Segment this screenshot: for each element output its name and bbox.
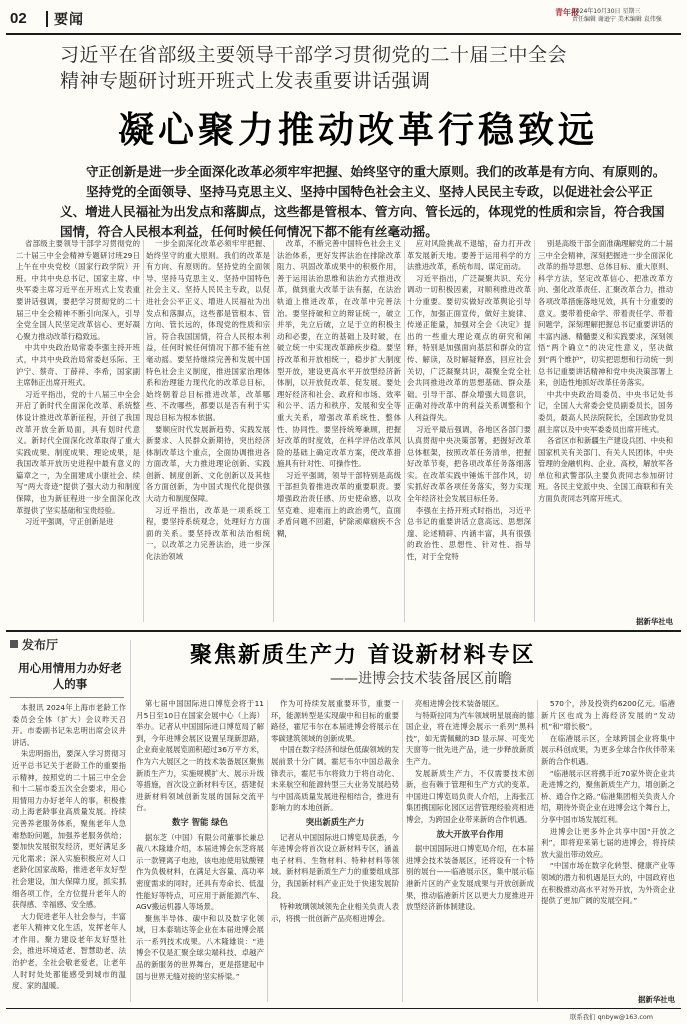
section-rule (6, 630, 681, 632)
expo-column-4 (541, 698, 675, 990)
body-paragraph: 与特斯拉同为汽车领域明星展商的德国企业，将在进博会展示一系列“黑科技”，如无需佩戴的3D 显示屏、可变光天窗等一批先进产品，进一步释放新质生产力。 (406, 710, 534, 766)
column-divider (402, 700, 403, 1002)
body-paragraph: 改革，不断完善中国特色社会主义法治体系，更好发挥法治在排除改革阻力、巩固改革成果中的积极作用，善于运用法治思维和法治方式推进改革，做到重大改革于法有据，在法治轨道上推进改革，在改革中完善法治。要坚持破和立的辩证统一，破立并举，先立后破，立足于立的积极主动和必要，在立的基础上及时破，在破立统一中实现改革蹄疾步稳。要坚持改革和开放相统一，稳步扩大制度型开放，建设更高水平开放型经济新体制，以开放促改革、促发展。要处理好经济和社会、政府和市场、效率和公平、活力和秩序、发展和安全等重大关系，增强改革系统性、整体性、协同性。要坚持统筹兼顾，把握好改革的时度效，在科学评估改革风险的基础上确定改革方案，使改革措施具有针对性、可操作性。 (277, 239, 401, 469)
body-paragraph: 应对风险挑战不退缩，奋力打开改革发展新天地。要善于运用科学的方法推进改革，系统布局、谋定而动。 (407, 239, 531, 272)
body-paragraph: 朱忠明指出，要深入学习贯彻习近平总书记关于老龄工作的重要指示精神，按照党的二十届三中全会和十二届市委五次全会要求，用心用情用力办好老年人的事，积极推动上海老龄事业高质量发展。持续完善养老服务体系，聚焦老年人急难愁盼问题，加强养老服务供给；要加快发展银发经济，更好满足多元化需求；深入实施积极应对人口老龄化国家战略，推进老年友好型社会建设，加大保障力度，抓实抓细各项工作，全方位提升老年人的获得感、幸福感、安全感。 (12, 749, 126, 910)
lead-column-2 (146, 238, 270, 626)
page-number: 02 (10, 10, 27, 27)
column-subhead: 数字 智能 绿色 (171, 816, 229, 827)
lead-headline: 凝心聚力推动改革行稳致远 (118, 109, 599, 151)
body-paragraph: 中国在数字经济和绿色低碳领域的发展前景十分广阔。霍尼韦尔中国总裁余锋表示，霍尼韦尔将致力于将自动化、未来航空和能源转型三大业务发展趋势与中国高质量发展进程相结合，推进有影响力的本地创新。 (271, 745, 399, 813)
body-paragraph: 一步全面深化改革必须牢牢把握、始终坚守的重大原则。我们的改革是有方向、有原则的。坚持党的全面领导、坚持马克思主义、坚持中国特色社会主义、坚持人民民主专政，以促进社会公平正义、增进人民福祉为出发点和落脚点，这些都是管根本、管方向、管长远的，体现党的性质和宗旨，符合我国国情，符合人民根本利益，任何时候任何情况下都不能有丝毫动摇。要坚持继续完善和发展中国特色社会主义制度，推进国家治理体系和治理能力现代化的改革总目标，始终朝着总目标推进改革，改革哪些、不改哪些，都要以是否有利于实现总目标为根本依据。 (146, 239, 270, 422)
release-label-text: 发布厅 (22, 638, 59, 652)
column-divider (143, 240, 144, 622)
column-subhead: 突出新质生产力 (305, 816, 365, 827)
expo-column-3 (406, 698, 534, 1004)
column-divider (267, 700, 268, 1002)
lead-summary (60, 162, 676, 242)
body-paragraph: 亮相进博会技术装备展区。 (414, 699, 504, 708)
body-paragraph: 习近平指出，党的十八届三中全会开启了新时代全面深化改革、系统整体设计推进改革新征程，开创了我国改革开放全新局面，具有划时代意义。新时代全面深化改革取得了重大实践成果、制度成果、理论成果，是我国改革开放历史进程中最有意义的篇章之一，为全面建成小康社会、续写“两大奇迹”提供了强大动力和制度保障，也为新征程进一步全面深化改革提供了坚实基础和宝贵经验。 (16, 389, 140, 515)
body-paragraph: 中共中央政治局常委李强主持开班式，中共中央政治局常委赵乐际、王沪宁、蔡奇、丁薛祥、李希，国家副主席韩正出席开班式。 (16, 343, 140, 388)
side-story-title: 用心用情用力办好老人的事 (18, 661, 122, 691)
side-story-rule (10, 697, 124, 698)
section-title: 要闻 (54, 12, 84, 28)
column-subhead: 放大开放平台作用 (436, 828, 504, 839)
body-paragraph: 本报讯 2024年上海市老龄工作委员会全体（扩大）会议昨天召开。市委副书记朱忠明出席会议并讲话。 (12, 703, 126, 747)
body-paragraph: 在临港展示区，全球跨国企业将集中展示科创成果，为更多全球合作伙伴带来新的合作机遇。 (541, 733, 675, 766)
lead-kicker-line-2: 精神专题研讨班开班式上发表重要讲话强调 (60, 70, 431, 92)
date-block (572, 8, 662, 24)
body-paragraph: 大力促进老年人社会参与，丰富老年人精神文化生活，发挥老年人才作用。聚力建设老年友好型社会，推进环境适老、智慧助老、法治护老，全社会敬老爱老，让老年人时时处处都能感受到城市的温度、家的温暖。 (12, 911, 126, 991)
editor-line: 责任编辑 谢逊宁 美术编辑 袁伟强 (572, 16, 662, 23)
expo-subheadline: ——进博会技术装备展区前瞻 (330, 671, 512, 687)
body-paragraph: 记者从中国国际进口博览局获悉，今年进博会将首次设立新材料专区，涵盖电子材料、生物材料、特种材料等领域。新材料是新质生产力的重要组成部分，我国新材料产业正处于快速发展阶段。 (271, 832, 399, 900)
body-paragraph: 习近平指出，改革是一项系统工程，要坚持系统观念，处理好方方面面的关系。要坚持改革和法治相统一，以改革之力完善法治，进一步深化法治领域 (146, 505, 270, 562)
body-paragraph: 作为可持续发展重要环节，重要一环，能源转型是实现碳中和目标的重要路径，霍尼韦尔在本届进博会将展示在零碳建筑领域的创新成果。 (271, 699, 399, 743)
page-footer (0, 1006, 687, 1024)
body-paragraph: 据中国国际进口博览局介绍，在本届进博会技术装备展区，还将设有一个特别的展台——临港展示区，集中展示临港新片区的产业发展成果与开放创新成果，推动临港新片区以更大力度推进开放型经济新体制建设。 (406, 844, 534, 912)
column-divider (537, 700, 538, 1002)
body-paragraph: 中共中央政治局委员、中央书记处书记，全国人大常委会党员副委员长，国务委员，最高人民法院院长，全国政协党员副主席以及中央军委委员出席开班式。 (538, 389, 673, 434)
date-line: 2024年10月30日 星期三 (572, 8, 641, 15)
body-paragraph: 习近平指出，广泛凝聚共识、充分调动一切积极因素，对顺利推进改革十分重要。要切实做好改革舆论引导工作，加强正面宣传，做好主旋律、传递正能量，加强对全会《决定》提出的一些重大理论观点的研究和阐释，特别是加强面向基层和群众的宣传、解读，及时解疑释惑，回应社会关切，广泛凝聚共识，凝聚全党全社会共同推进改革的思想基础、群众基础。引导干部、群众增强大局意识，正确对待改革中的利益关系调整和个人利益得失。 (407, 273, 531, 422)
body-paragraph: 聚焦半导体、碳中和以及数字化领域，日本泰瑞达等企业在本届进博会展示一系列技术成果。八木隆雄说：“进博会不仅是汇聚全球尖端科技、卓越产品的新服务的世界舞台，更是搭建起中国与世界无缝对接的坚实桥梁。” (136, 913, 264, 981)
body-paragraph: 习近平最后强调，各地区各部门要认真贯彻中央决策部署，把握好改革总体框架，按照改革任务清单，把握好改革节奏，把各项改革任务落细落实。在改革实践中锤炼干部作风，切实抓好改革各项任务落实，努力实现全年经济社会发展目标任务。 (407, 424, 531, 504)
footer-rule (6, 1008, 681, 1009)
column-divider (130, 640, 131, 1002)
lead-column-5 (538, 238, 673, 614)
lead-column-3 (277, 238, 401, 626)
masthead (0, 0, 687, 34)
expo-column-2 (271, 698, 399, 1004)
release-section-label (6, 636, 121, 654)
body-paragraph: 省部级主要领导干部学习贯彻党的二十届三中全会精神专题研讨班29日上午在中央党校（国家行政学院）开班。中共中央总书记、国家主席、中央军委主席习近平在开班式上发表重要讲话强调，要把学习贯彻党的二十届三中全会精神不断引向深入，引导全党全国人民坚定改革信心、更好凝心聚力推动改革行稳致远。 (16, 239, 140, 341)
lead-summary-para-2: 坚持党的全面领导、坚持马克思主义、坚持中国特色社会主义、坚持人民民主专政，以促进社会公平正义、增进人民福祉为出发点和落脚点，这些都是管根本、管方向、管长远的，体现党的性质和宗旨，符合我国国情，符合人民根本利益，任何时候任何情况下都不能有丝毫动摇。 (60, 184, 665, 239)
body-paragraph: 570个，涉及投资约6200亿元。临港新片区也成为上海经济发展的“发动机”和“增长极”。 (541, 699, 675, 732)
body-paragraph: 进博会让更多外企共享中国“开放之利”，即将迎来第七届的进博会，将持续放大溢出带动效应。 (541, 826, 675, 859)
body-paragraph: “临港展示区将携手近70家外资企业共赴进博之约，聚焦新质生产力，增创新之桥、通合作之路。”临港集团相关负责人介绍，期待外资企业在进博会这个舞台上，分享中国市场发展红利。 (541, 768, 675, 824)
expo-headline: 聚焦新质生产力 首设新材料专区 (190, 642, 536, 668)
column-divider (404, 240, 405, 622)
body-paragraph: 据东芝（中国）有限公司董事长兼总裁八木隆雄介绍，本届进博会东芝将展示一款锂离子电池，该电池使用钛酸锂作为负极材料，在满足大容量、高功率密度需求的同时，还具有寿命长、低温性能好等特点，可应用于新能源汽车、AGV搬运机器人等场景。 (136, 832, 264, 912)
lead-kicker-line-1: 习近平在省部级主要领导干部学习贯彻党的二十届三中全会 (60, 44, 568, 66)
body-paragraph: 习近平强调，守正创新是进 (24, 517, 114, 527)
column-divider (534, 240, 535, 622)
footer-contact: 联系我们 qnbyw@163.com (570, 1013, 654, 1021)
lead-source: 据新华社电 (636, 617, 673, 626)
side-story-body (12, 702, 126, 1002)
expo-source: 据新华社电 (638, 995, 675, 1004)
body-paragraph: 各省区市和新疆生产建设兵团、中央和国家机关有关部门、有关人民团体，中央管理的金融机构、企业、高校，解放军各单位和武警部队主要负责同志参加研讨班。各民主党派中央、全国工商联和有关方面负责同志列席开班式。 (538, 436, 673, 504)
body-paragraph: 李强在主持开班式时指出，习近平总书记的重要讲话立意高远、思想深邃、论述精辟、内涵丰富，具有很强的政治性、思想性、针对性、指导性，对于全党特 (407, 505, 531, 562)
column-divider (273, 240, 274, 622)
body-paragraph: 第七届中国国际进口博览会将于11月5日至10日在国家会展中心（上海）举办。记者从中国国际进口博览局了解到，今年进博会展区设置呈现新思路，企业商业展展览面积超过36万平方米，作为六大展区之一的技术装备展区聚焦新质生产力，实施规模扩大、展示升级等措施，首次设立新材料专区，搭建促进新材料领域创新发展的国际交流平台。 (136, 699, 264, 813)
square-bullet-icon (10, 640, 18, 648)
lead-summary-para-1: 守正创新是进一步全面深化改革必须牢牢把握、始终坚守的重大原则。我们的改革是有方向、有原则的。 (86, 164, 666, 179)
header-rule (6, 33, 681, 35)
newspaper-logo: 青年报 (555, 7, 579, 17)
body-paragraph: 特种玻璃领域领先企业相关负责人表示，将携一批创新产品亮相进博会。 (271, 902, 399, 923)
lead-column-1 (16, 238, 140, 626)
lead-column-4 (407, 238, 531, 626)
header-divider (46, 11, 48, 27)
body-paragraph: 习近平强调，领导干部特别是高级干部担负着推进改革的重要职责。要增强政治责任感、历史使命感，以攻坚克难、迎难而上的政治勇气，直面矛盾问题不回避，铲除顽瘴痼疾不含糊， (277, 470, 401, 538)
body-paragraph: 要顺应时代发展新趋势、实践发展新要求、人民群众新期待，突出经济体制改革这个重点，全面协调推进各方面改革，大力推进理论创新、实践创新、制度创新、文化创新以及其他各方面创新，为中国式现代化提供强大动力和制度保障。 (146, 424, 270, 504)
body-paragraph: 发展新质生产力，不仅需要技术创新，也有赖于管理和生产方式的变革。中国进口博览局负责人介绍，上海张江集团携国际化园区运营管理经验亮相进博会，为跨国企业带来新的合作机遇。 (406, 768, 534, 824)
expo-column-1 (136, 698, 264, 1004)
body-paragraph: “中国市场在数字化转型、健康产业等领域的潜力和机遇是巨大的，中国政府也在积极推动高水平对外开放，为外资企业提供了更加广阔的发展空间。” (541, 861, 675, 906)
body-paragraph: 别是高级干部全面准确理解党的二十届三中全会精神，深刻把握进一步全面深化改革的指导思想、总体目标、重大原则、科学方法，坚定改革信心、把准改革方向、强化改革责任、汇聚改革合力，推动各项改革措施落地见效，具有十分重要的意义。要带着使命学、带着责任学、带着问题学，深刻理解把握总书记重要讲话的丰富内涵、精髓要义和实践要求，深刻领悟“两个确立”的决定性意义，坚决做到“两个维护”，切实把思想和行动统一到总书记重要讲话精神和党中央决策部署上来，创造性地抓好改革任务落实。 (538, 239, 673, 388)
